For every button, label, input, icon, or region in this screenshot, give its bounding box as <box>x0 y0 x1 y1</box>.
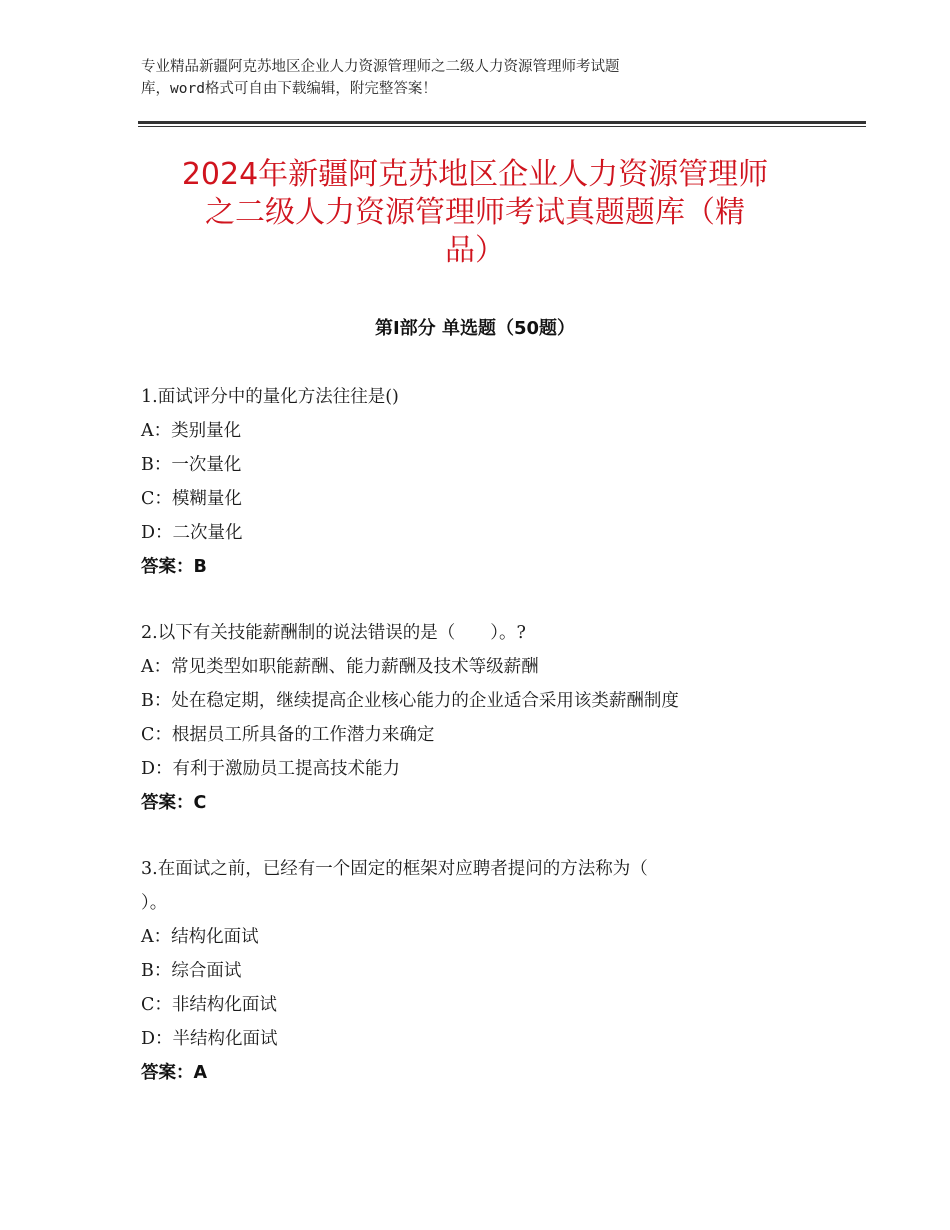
option-d: D：半结构化面试 <box>141 1029 278 1049</box>
question-stem: 1.面试评分中的量化方法往往是() <box>141 387 399 407</box>
document-title-line: 2024年新疆阿克苏地区企业人力资源管理师 <box>181 157 769 192</box>
header-note-line: 库，word格式可自由下载编辑，附完整答案！ <box>141 81 437 97</box>
question-item <box>141 852 831 1090</box>
option-d: D：二次量化 <box>141 523 243 543</box>
question-stem-continued: ）。 <box>141 893 168 913</box>
document-title <box>120 156 830 270</box>
option-c: C：根据员工所具备的工作潜力来确定 <box>141 725 435 745</box>
option-a: A：常见类型如职能薪酬、能力薪酬及技术等级薪酬 <box>141 657 539 677</box>
question-item <box>141 380 831 584</box>
header-divider <box>138 121 866 124</box>
document-title-line: 之二级人力资源管理师考试真题题库（精 <box>205 195 745 230</box>
document-title-line: 品） <box>445 233 505 268</box>
option-b: B：处在稳定期，继续提高企业核心能力的企业适合采用该类薪酬制度 <box>141 691 679 711</box>
answer-label: 答案：B <box>141 557 207 577</box>
option-b: B：综合面试 <box>141 961 242 981</box>
header-note <box>141 56 821 100</box>
section-title: 第Ⅰ部分 单选题（50题） <box>374 318 575 339</box>
question-list <box>141 380 831 1122</box>
header-divider-thin <box>138 126 866 127</box>
option-d: D：有利于激励员工提高技术能力 <box>141 759 401 779</box>
option-b: B：一次量化 <box>141 455 242 475</box>
option-c: C：模糊量化 <box>141 489 242 509</box>
answer-label: 答案：A <box>141 1063 208 1083</box>
answer-label: 答案：C <box>141 793 207 813</box>
option-a: A：类别量化 <box>141 421 242 441</box>
option-a: A：结构化面试 <box>141 927 259 947</box>
header-note-line: 专业精品新疆阿克苏地区企业人力资源管理师之二级人力资源管理师考试题 <box>141 59 620 75</box>
question-stem: 3.在面试之前，已经有一个固定的框架对应聘者提问的方法称为（ <box>141 859 648 879</box>
option-c: C：非结构化面试 <box>141 995 277 1015</box>
question-item <box>141 616 831 820</box>
question-stem: 2.以下有关技能薪酬制的说法错误的是（ ）。? <box>141 623 526 643</box>
